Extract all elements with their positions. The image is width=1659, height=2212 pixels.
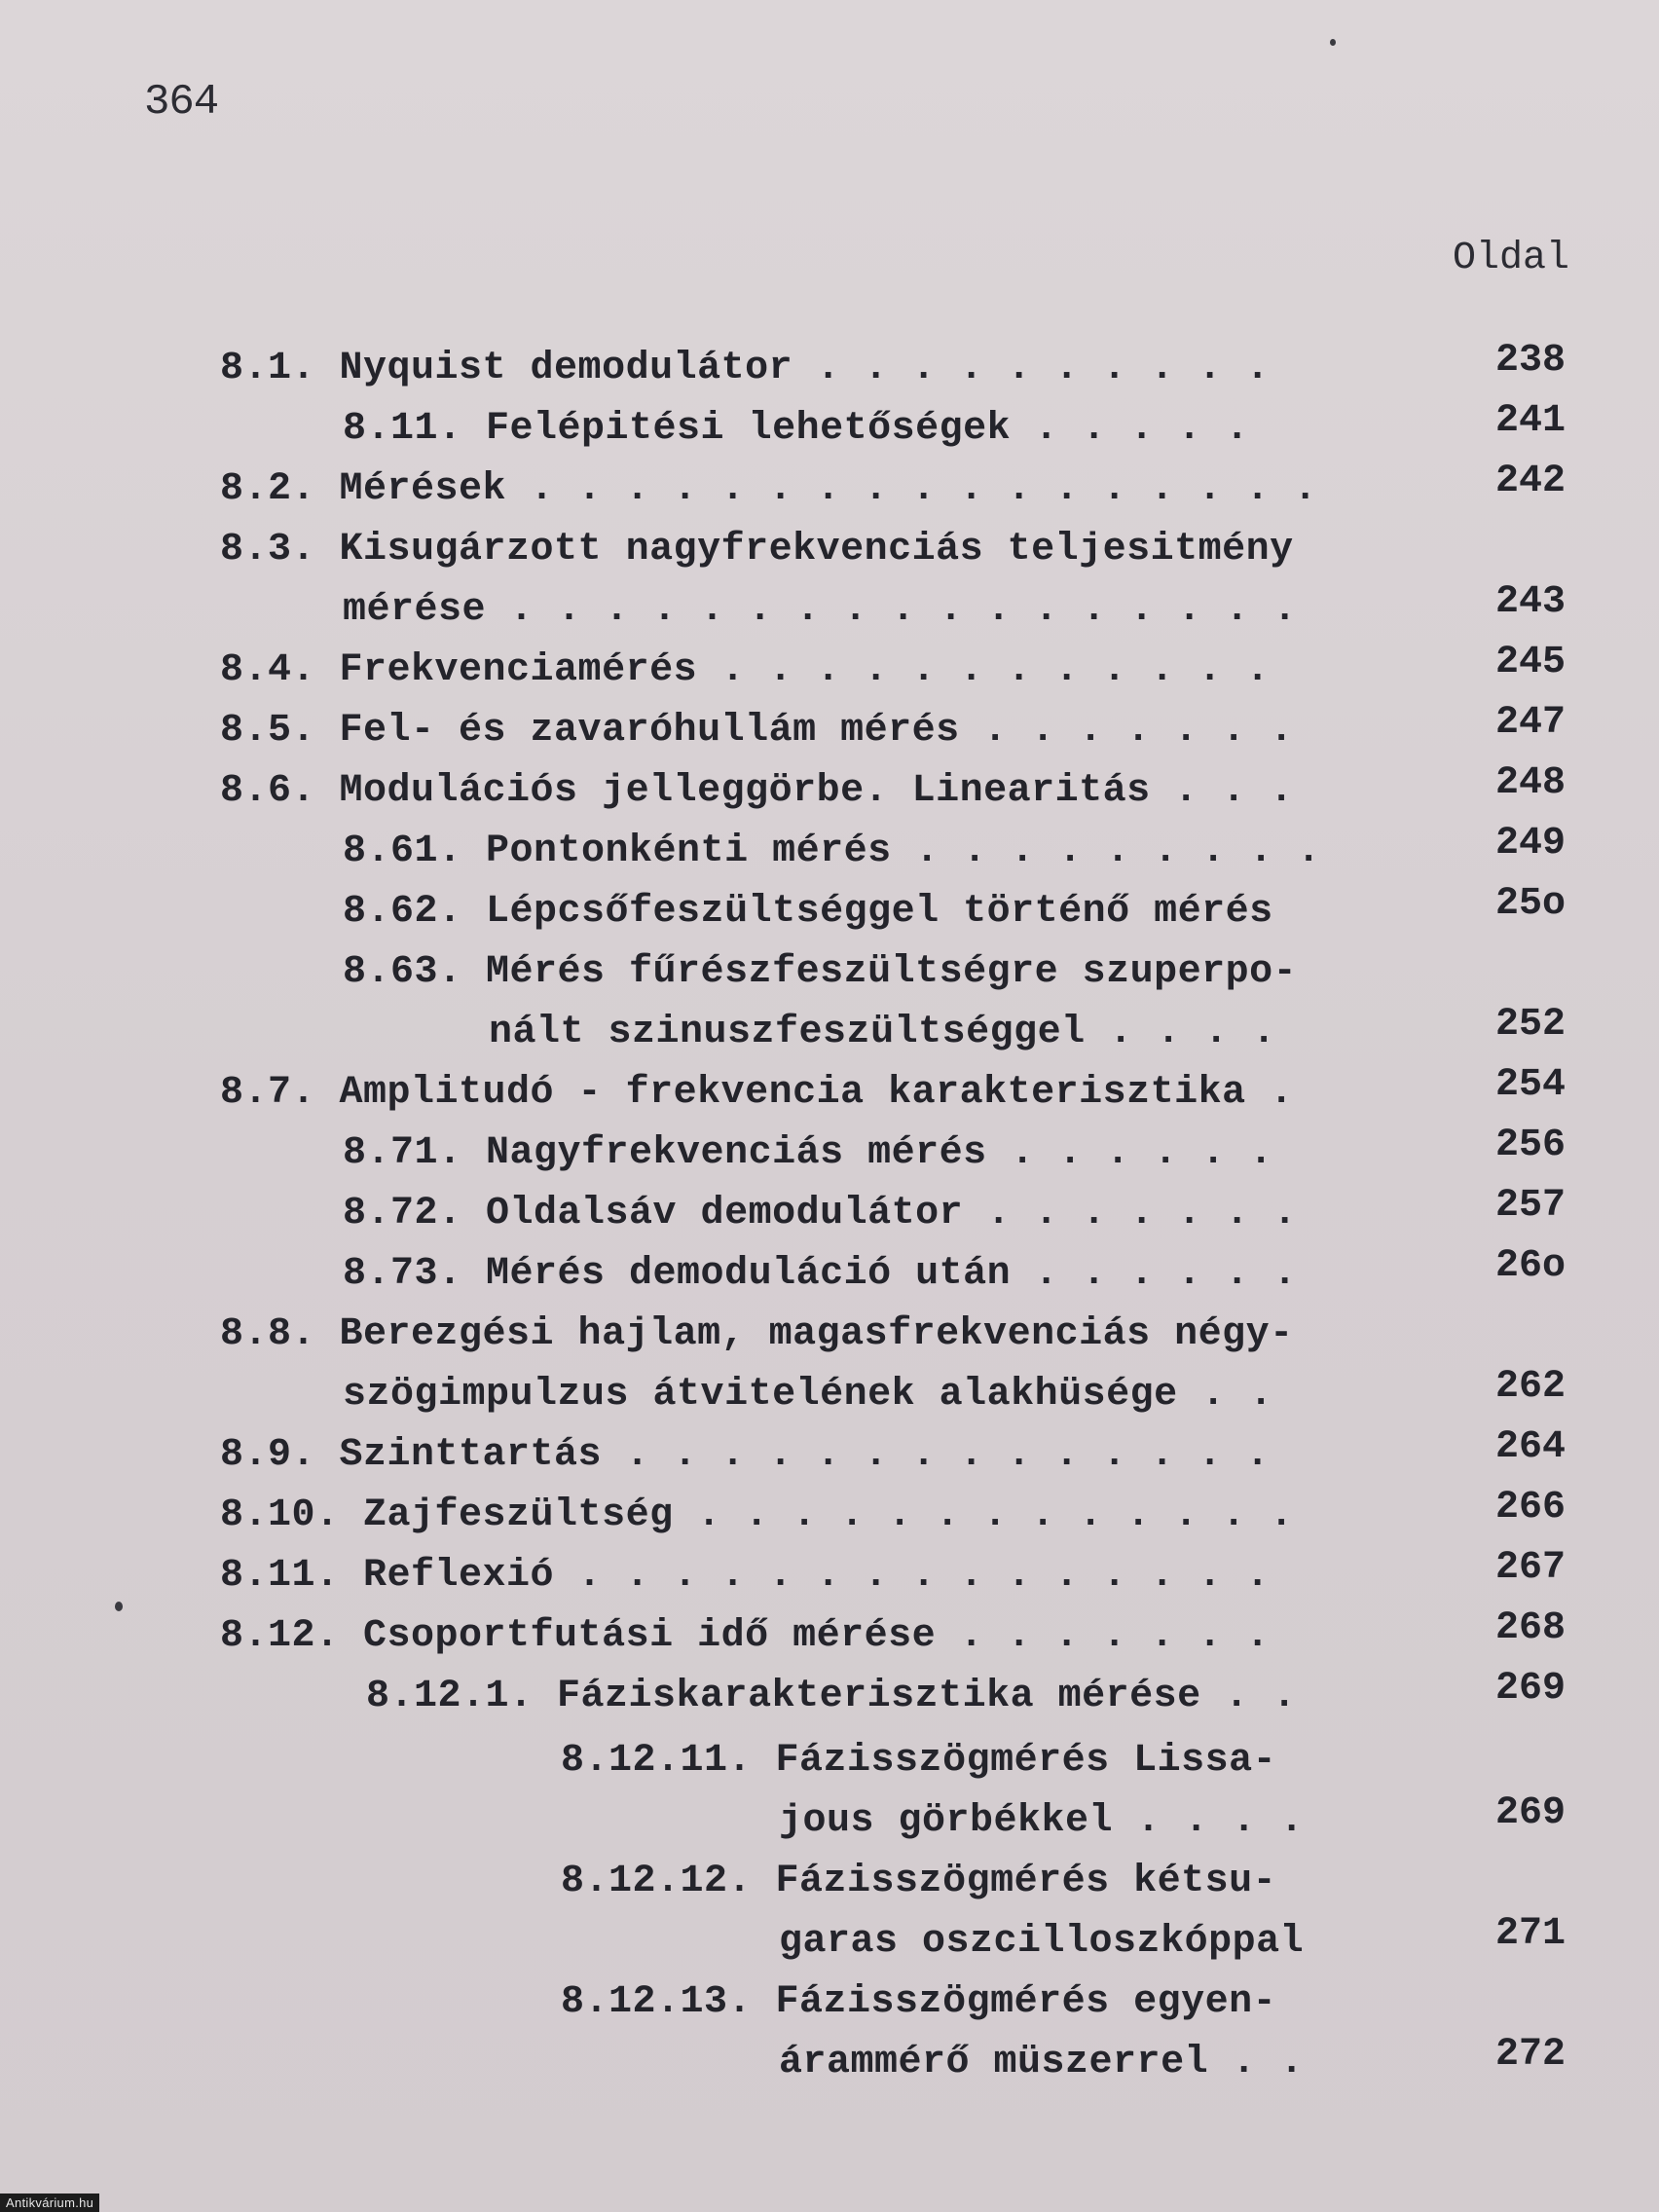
toc-entry: 8.5. Fel- és zavaróhullám mérés . . . . . . .: [220, 709, 1294, 753]
toc-page: 245: [1494, 641, 1566, 684]
page-number: 364: [144, 78, 219, 127]
toc-entry: 8.12.11. Fázisszögmérés Lissa-: [561, 1739, 1277, 1783]
toc-entry: 8.9. Szinttartás . . . . . . . . . . . . . .: [220, 1433, 1271, 1477]
ink-speck: [115, 1602, 123, 1611]
watermark: Antikvárium.hu: [0, 2194, 99, 2212]
toc-entry: 8.2. Mérések . . . . . . . . . . . . . . . . .: [220, 467, 1318, 511]
toc-page: 269: [1494, 1791, 1566, 1835]
toc-entry: 8.61. Pontonkénti mérés . . . . . . . . .: [343, 830, 1321, 873]
toc-entry: 8.8. Berezgési hajlam, magasfrekvenciás négy-: [220, 1312, 1294, 1356]
toc-entry: 8.3. Kisugárzott nagyfrekvenciás teljesitmény: [220, 528, 1294, 571]
toc-entry: 8.12. Csoportfutási idő mérése . . . . . . .: [220, 1614, 1271, 1658]
toc-page: 247: [1494, 701, 1566, 745]
toc-entry: 8.62. Lépcsőfeszültséggel történő mérés: [343, 890, 1273, 934]
toc-entry: mérése . . . . . . . . . . . . . . . . .: [343, 588, 1298, 632]
toc-page: 256: [1494, 1124, 1566, 1167]
toc-page: 252: [1494, 1003, 1566, 1047]
toc-entry: 8.63. Mérés fűrészfeszültségre szuperpo-: [343, 950, 1298, 994]
toc-page: 248: [1494, 761, 1566, 805]
toc-entry: 8.11. Felépitési lehetőségek . . . . .: [343, 407, 1250, 451]
toc-page: 266: [1494, 1486, 1566, 1530]
column-header: Oldal: [1452, 237, 1569, 280]
toc-page: 267: [1494, 1546, 1566, 1590]
toc-entry: 8.72. Oldalsáv demodulátor . . . . . . .: [343, 1192, 1298, 1235]
toc-page: 241: [1494, 399, 1566, 443]
toc-page: 268: [1494, 1606, 1566, 1650]
toc-entry: szögimpulzus átvitelének alakhüsége . .: [343, 1373, 1273, 1417]
toc-entry: 8.1. Nyquist demodulátor . . . . . . . . . .: [220, 347, 1271, 390]
toc-entry: 8.4. Frekvenciamérés . . . . . . . . . . . .: [220, 648, 1271, 692]
toc-entry: 8.73. Mérés demoduláció után . . . . . .: [343, 1252, 1298, 1296]
toc-page: 26o: [1494, 1244, 1566, 1288]
toc-entry: 8.11. Reflexió . . . . . . . . . . . . . . .: [220, 1554, 1271, 1598]
toc-entry: árammérő müszerrel . .: [779, 2041, 1305, 2084]
toc-page: 272: [1494, 2033, 1566, 2077]
toc-entry: 8.71. Nagyfrekvenciás mérés . . . . . .: [343, 1131, 1273, 1175]
toc-page: 242: [1494, 460, 1566, 503]
toc-page: 243: [1494, 580, 1566, 624]
toc-page: 25o: [1494, 882, 1566, 926]
toc-page: 257: [1494, 1184, 1566, 1228]
toc-page: 264: [1494, 1425, 1566, 1469]
toc-entry: 8.6. Modulációs jelleggörbe. Linearitás . . .: [220, 769, 1294, 813]
toc-entry: 8.12.1. Fáziskarakterisztika mérése . .: [366, 1675, 1297, 1718]
toc-entry: garas oszcilloszkóppal: [779, 1920, 1305, 1964]
toc-entry: jous görbékkel . . . .: [779, 1799, 1305, 1843]
toc-page: 249: [1494, 822, 1566, 866]
toc-page: 238: [1494, 339, 1566, 383]
ink-speck: [1330, 39, 1336, 46]
toc-entry: 8.12.13. Fázisszögmérés egyen-: [561, 1980, 1277, 2024]
toc-entry: nált szinuszfeszültséggel . . . .: [489, 1011, 1276, 1054]
toc-page: 269: [1494, 1667, 1566, 1711]
toc-page: 271: [1494, 1912, 1566, 1956]
toc-entry: 8.12.12. Fázisszögmérés kétsu-: [561, 1860, 1277, 1903]
toc-entry: 8.7. Amplitudó - frekvencia karakterisztika .: [220, 1071, 1294, 1115]
toc-page: 262: [1494, 1365, 1566, 1409]
toc-page: 254: [1494, 1063, 1566, 1107]
toc-entry: 8.10. Zajfeszültség . . . . . . . . . . . . .: [220, 1493, 1294, 1537]
